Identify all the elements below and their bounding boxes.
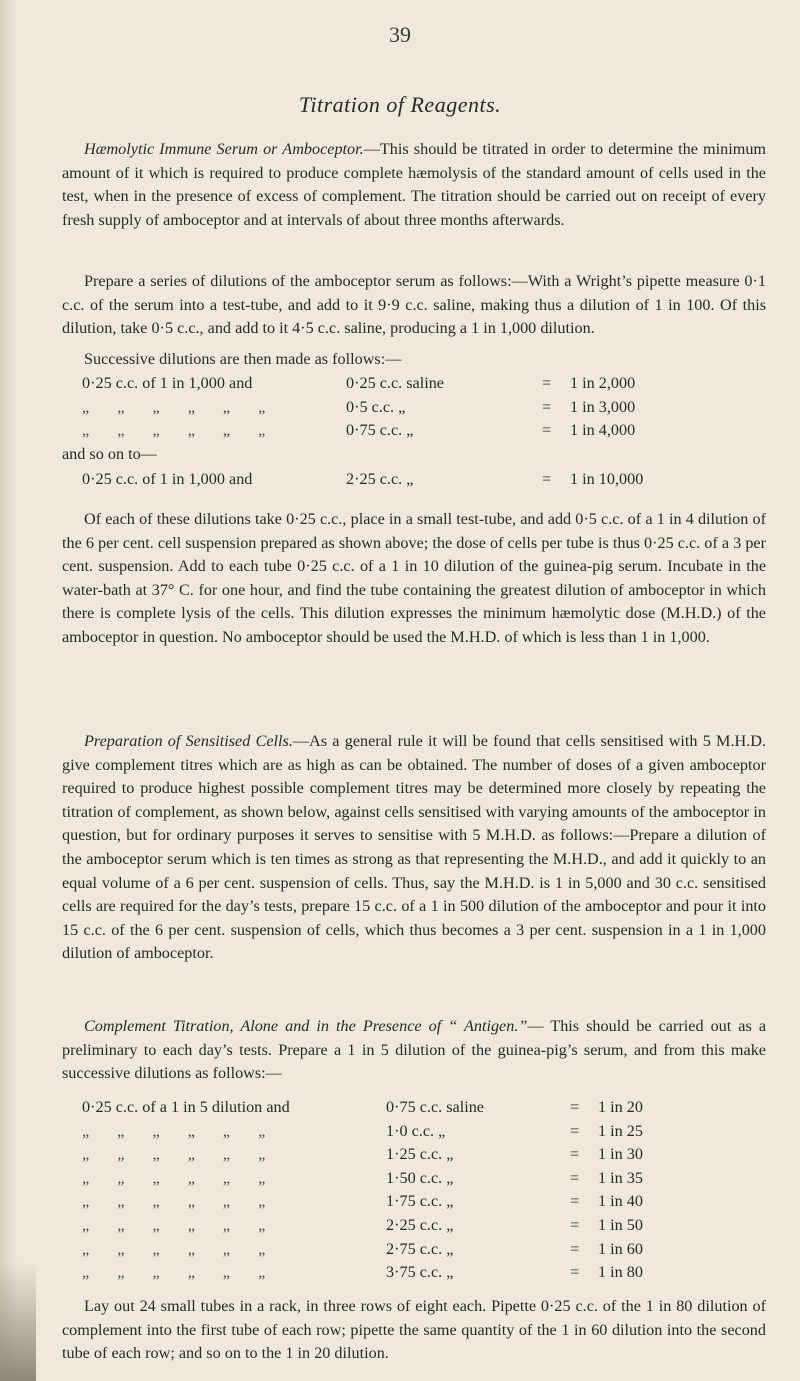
dilution-equals: = xyxy=(542,470,552,488)
paragraph-heading: Preparation of Sensitised Cells. xyxy=(84,732,293,750)
dilution-result: 1 in 2,000 xyxy=(570,374,636,392)
ditto-marks: „ „ „ „ „ „ xyxy=(82,1215,278,1234)
paragraph-text: — This should be carried out as a preliminary to each day’s tests. Prepare a 1 in 5 dilution of the guinea-pig’s serum, and from this make successive dilutions as follows:— xyxy=(62,1017,766,1083)
ditto-marks: „ „ „ „ „ „ xyxy=(82,1121,278,1140)
dilution-row xyxy=(62,1240,782,1264)
page-corner-shadow xyxy=(0,1261,36,1381)
dilution-row xyxy=(62,374,782,398)
dilution-equals: = xyxy=(570,1192,580,1211)
dilution-equals: = xyxy=(570,1263,580,1282)
paragraph-text: —As a general rule it will be found that cells sensitised with 5 M.H.D. give complement titres which are as high as can be obtained. The number of doses of a given amboceptor required to produce highest possible complement titres may be determined more closely by repeating the titration of complement, as shown below, against cells sensitised with varying amounts of the amboceptor in question, but for ordinary purposes it serves to sensitise with 5 M.H.D. as follows:—Prepare a dilution of the amboceptor serum which is ten times as strong as that representing the M.H.D., and add it quickly to an equal volume of a 6 per cent. suspension of cells. Thus, say the M.H.D. is 1 in 5,000 and 30 c.c. sensitised cells are required for the day’s tests, prepare 15 c.c. of a 1 in 500 dilution of the amboceptor and pour it into 15 c.c. of the 6 per cent. suspension of cells, which thus becomes a 3 per cent. suspension in a 1 in 1,000 dilution of amboceptor. xyxy=(62,732,766,963)
dilution-final-row xyxy=(62,470,782,494)
paragraph-successive xyxy=(62,348,766,372)
dilution-result: 1 in 3,000 xyxy=(570,397,636,416)
dilution-row xyxy=(62,470,782,494)
dilution-equals: = xyxy=(570,1239,580,1258)
dilution-volume: 0·75 c.c. saline xyxy=(386,1098,484,1116)
dilution-equals: = xyxy=(542,374,552,392)
dilution-source: 0·25 c.c. of 1 in 1,000 and xyxy=(82,470,253,488)
dilution-volume: 0·75 c.c. „ xyxy=(346,421,414,440)
dilution-source: 0·25 c.c. of a 1 in 5 dilution and xyxy=(82,1098,290,1116)
ditto-marks: „ „ „ „ „ „ xyxy=(82,421,278,440)
paragraph-amboceptor xyxy=(62,138,766,232)
dilution-volume: 1·75 c.c. „ xyxy=(386,1192,454,1211)
dilution-table-complement xyxy=(62,1098,782,1287)
paragraph-heading: Hæmolytic Immune Serum or Amboceptor. xyxy=(84,140,364,158)
paragraph-sensitised-cells xyxy=(62,730,766,966)
dilution-equals: = xyxy=(570,1168,580,1187)
ditto-marks: „ „ „ „ „ „ xyxy=(82,1145,278,1164)
dilution-result: 1 in 4,000 xyxy=(570,421,636,440)
dilution-result: 1 in 35 xyxy=(598,1168,643,1187)
dilution-result: 1 in 10,000 xyxy=(570,470,644,488)
dilution-result: 1 in 20 xyxy=(598,1098,643,1116)
paragraph-complement-titration xyxy=(62,1015,766,1086)
dilution-row xyxy=(62,1216,782,1240)
dilution-volume: 3·75 c.c. „ xyxy=(386,1263,454,1282)
dilution-equals: = xyxy=(570,1121,580,1140)
dilution-row xyxy=(62,421,782,445)
dilution-equals: = xyxy=(570,1098,580,1116)
ditto-marks: „ „ „ „ „ „ xyxy=(82,1239,278,1258)
dilution-row xyxy=(62,1263,782,1287)
dilution-row xyxy=(62,1192,782,1216)
paragraph-text: —This should be titrated in order to determine the minimum amount of it which is required to produce complete hæmolysis of the standard amount of cells used in the test, when in the presence of excess of complement. The titration should be carried out on receipt of every fresh supply of amboceptor and at intervals of about three months afterwards. xyxy=(62,140,767,229)
dilution-row xyxy=(62,1122,782,1146)
dilution-result: 1 in 40 xyxy=(598,1192,643,1211)
dilution-result: 1 in 25 xyxy=(598,1121,643,1140)
dilution-result: 1 in 50 xyxy=(598,1215,643,1234)
dilution-row xyxy=(62,1098,782,1122)
ditto-marks: „ „ „ „ „ „ xyxy=(82,397,278,416)
paragraph-tube-layout xyxy=(62,1295,766,1366)
page-number: 39 xyxy=(389,22,411,47)
dilution-result: 1 in 60 xyxy=(598,1239,643,1258)
dilution-volume: 0·5 c.c. „ xyxy=(346,397,406,416)
dilution-table-amboceptor xyxy=(62,374,782,445)
ditto-marks: „ „ „ „ „ „ xyxy=(82,1168,278,1187)
paragraph-text: Prepare a series of dilutions of the amboceptor serum as follows:—With a Wright’s pipette measure 0·1 c.c. of the serum into a test-tube, and add to it 9·9 c.c. saline, making thus a dilution of 1 in 100. Of this dilution, take 0·5 c.c., and add to it 4·5 c.c. saline, producing a 1 in 1,000 dilution. xyxy=(62,272,766,338)
dilution-equals: = xyxy=(570,1145,580,1164)
dilution-result: 1 in 80 xyxy=(598,1263,643,1282)
dilution-volume: 2·75 c.c. „ xyxy=(386,1239,454,1258)
dilution-volume: 1·25 c.c. „ xyxy=(386,1145,454,1164)
paragraph-incubation xyxy=(62,508,766,650)
dilution-row xyxy=(62,1145,782,1169)
paragraph-prepare-dilutions xyxy=(62,270,766,341)
page-title: Titration of Reagents. xyxy=(298,92,502,117)
dilution-volume: 1·50 c.c. „ xyxy=(386,1168,454,1187)
ditto-marks: „ „ „ „ „ „ xyxy=(82,1192,278,1211)
dilution-volume: 2·25 c.c. „ xyxy=(386,1215,454,1234)
dilution-equals: = xyxy=(542,397,552,416)
dilution-row xyxy=(62,1169,782,1193)
page-edge-shadow xyxy=(0,0,18,1381)
paragraph-heading: Complement Titration, Alone and in the Presence of “ Antigen.” xyxy=(84,1017,528,1035)
dilution-equals: = xyxy=(570,1215,580,1234)
and-so-on-text: and so on to— xyxy=(62,445,157,463)
dilution-equals: = xyxy=(542,421,552,440)
dilution-row xyxy=(62,398,782,422)
paragraph-text: Successive dilutions are then made as follows:— xyxy=(84,350,402,368)
dilution-volume: 0·25 c.c. saline xyxy=(346,374,444,392)
ditto-marks: „ „ „ „ „ „ xyxy=(82,1263,278,1282)
paragraph-text: Lay out 24 small tubes in a rack, in three rows of eight each. Pipette 0·25 c.c. of the 1 in 80 dilution of complement into the first tube of each row; pipette the same quantity of the 1 in 60 dilution into the second tube of each row; and so on to the 1 in 20 dilution. xyxy=(62,1297,766,1363)
dilution-source: 0·25 c.c. of 1 in 1,000 and xyxy=(82,374,253,392)
dilution-result: 1 in 30 xyxy=(598,1145,643,1164)
dilution-volume: 2·25 c.c. „ xyxy=(346,470,414,488)
dilution-volume: 1·0 c.c. „ xyxy=(386,1121,446,1140)
paragraph-text: Of each of these dilutions take 0·25 c.c., place in a small test-tube, and add 0·5 c.c. of a 1 in 4 dilution of the 6 per cent. cell suspension prepared as shown above; the dose of cells per tube is thus 0·25 c.c. of a 3 per cent. suspension. Add to each tube 0·25 c.c. of a 1 in 10 dilution of the guinea-pig serum. Incubate in the water-bath at 37° C. for one hour, and find the tube containing the greatest dilution of amboceptor in which there is complete lysis of the cells. This dilution expresses the minimum hæmolytic dose (M.H.D.) of the amboceptor in question. No amboceptor should be used the M.H.D. of which is less than 1 in 1,000. xyxy=(62,510,766,646)
